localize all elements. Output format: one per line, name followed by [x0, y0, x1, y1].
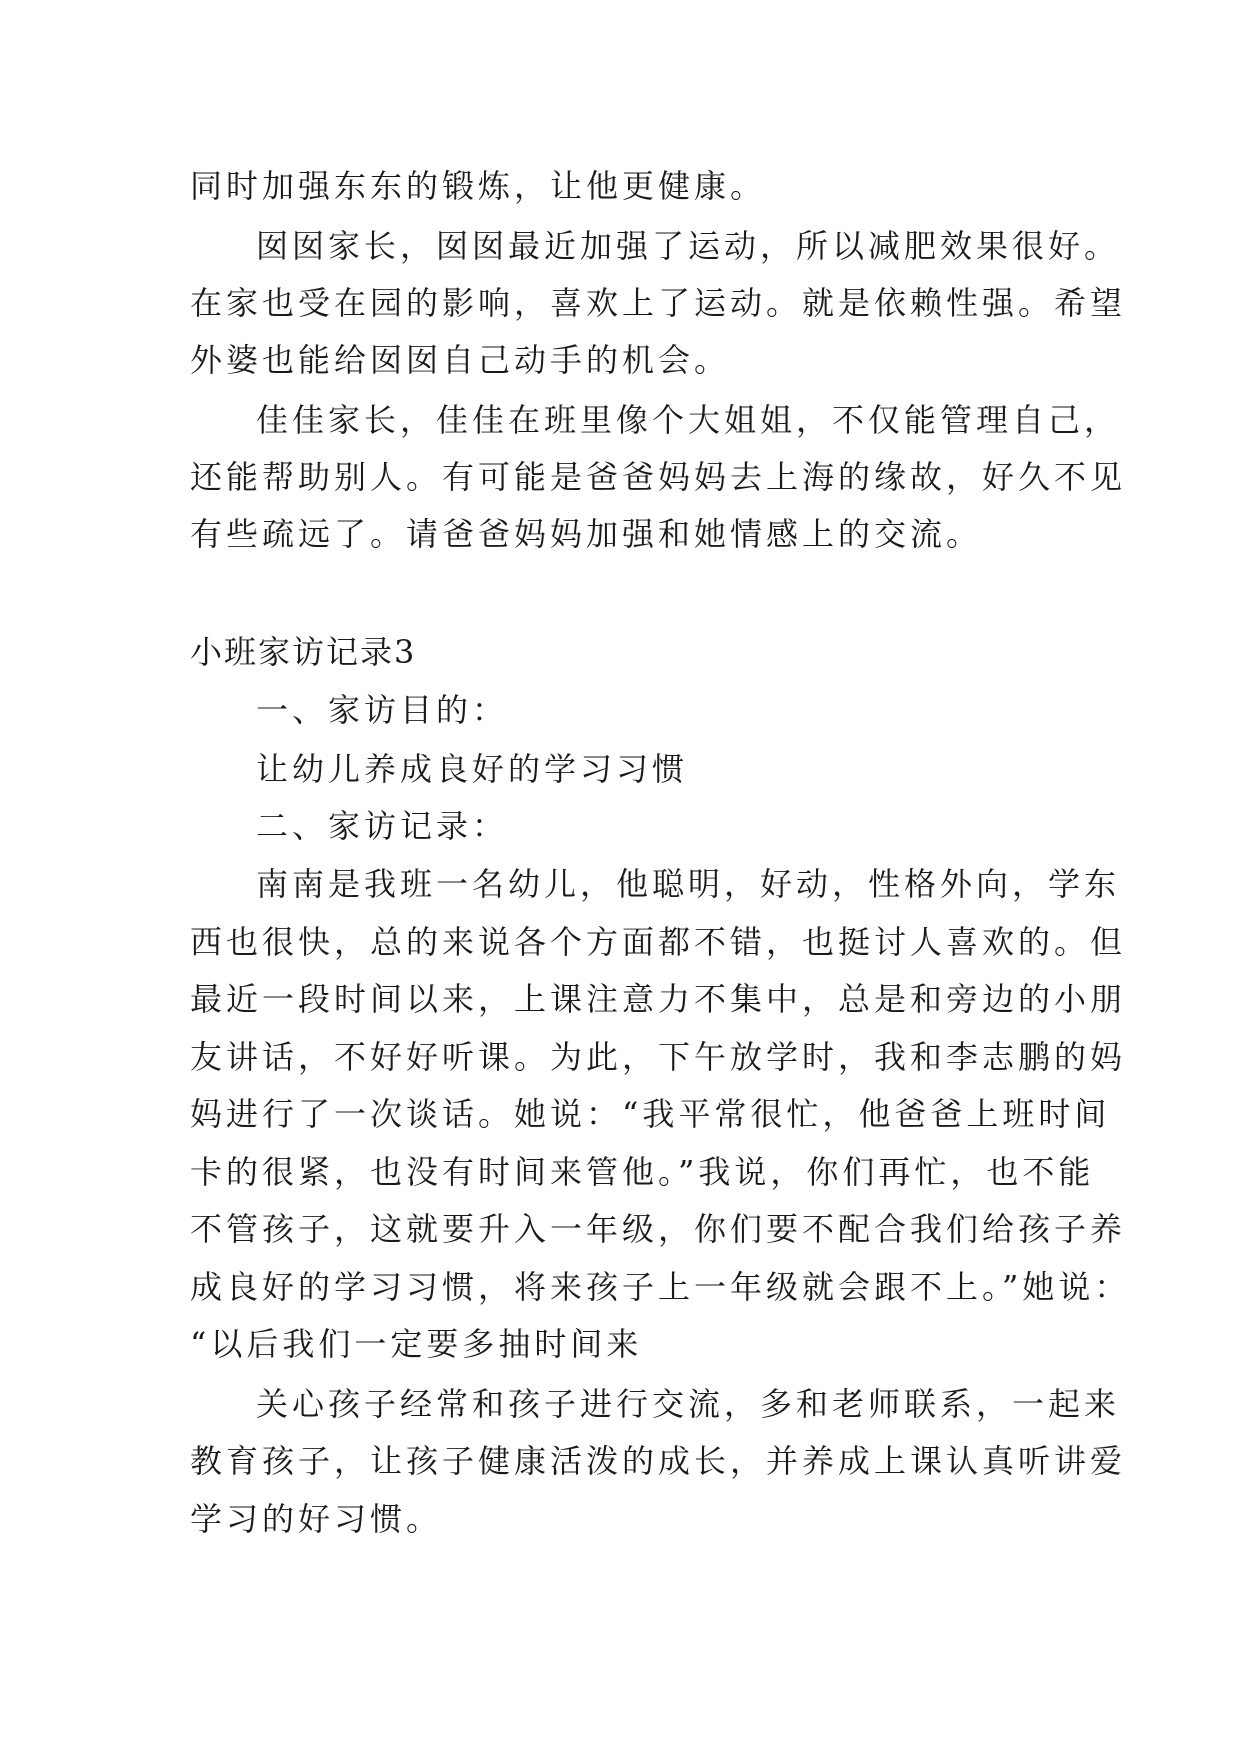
text-line: 南南是我班一名幼儿，他聪明，好动，性格外向，学东 [256, 865, 1121, 903]
text-line: 在家也受在园的影响，喜欢上了运动。就是依赖性强。希望 [190, 284, 1127, 322]
text-line: 关心孩子经常和孩子进行交流，多和老师联系，一起来 [256, 1385, 1121, 1423]
text-line: 佳佳家长，佳佳在班里像个大姐姐，不仅能管理自己， [256, 401, 1121, 439]
section-heading: 小班家访记录3 [190, 633, 417, 671]
text-line: 囡囡家长，囡囡最近加强了运动，所以减肥效果很好。 [256, 227, 1121, 265]
text-line: 还能帮助别人。有可能是爸爸妈妈去上海的缘故，好久不见 [190, 458, 1127, 496]
text-line: 妈进行了一次谈话。她说：“我平常很忙，他爸爸上班时间 [190, 1095, 1111, 1133]
text-line: 西也很快，总的来说各个方面都不错，也挺讨人喜欢的。但 [190, 923, 1127, 961]
text-line: 同时加强东东的锻炼，让他更健康。 [190, 167, 767, 205]
text-line: “以后我们一定要多抽时间来 [190, 1325, 643, 1363]
text-line: 外婆也能给囡囡自己动手的机会。 [190, 341, 731, 379]
text-line: 友讲话，不好好听课。为此，下午放学时，我和李志鹏的妈 [190, 1038, 1127, 1076]
text-line: 有些疏远了。请爸爸妈妈加强和她情感上的交流。 [190, 515, 983, 553]
text-line: 教育孩子，让孩子健康活泼的成长，并养成上课认真听讲爱 [190, 1442, 1127, 1480]
text-line: 不管孩子，这就要升入一年级，你们要不配合我们给孩子养 [190, 1210, 1127, 1248]
text-line: 学习的好习惯。 [190, 1500, 443, 1538]
text-line: 成良好的学习习惯，将来孩子上一年级就会跟不上。”她说： [190, 1268, 1131, 1306]
text-line: 卡的很紧，也没有时间来管他。”我说，你们再忙，也不能 [190, 1153, 1095, 1191]
text-line: 二、家访记录： [256, 807, 509, 845]
text-line: 一、家访目的： [256, 691, 509, 729]
text-line: 最近一段时间以来，上课注意力不集中，总是和旁边的小朋 [190, 980, 1127, 1018]
text-line: 让幼儿养成良好的学习习惯 [256, 750, 689, 788]
